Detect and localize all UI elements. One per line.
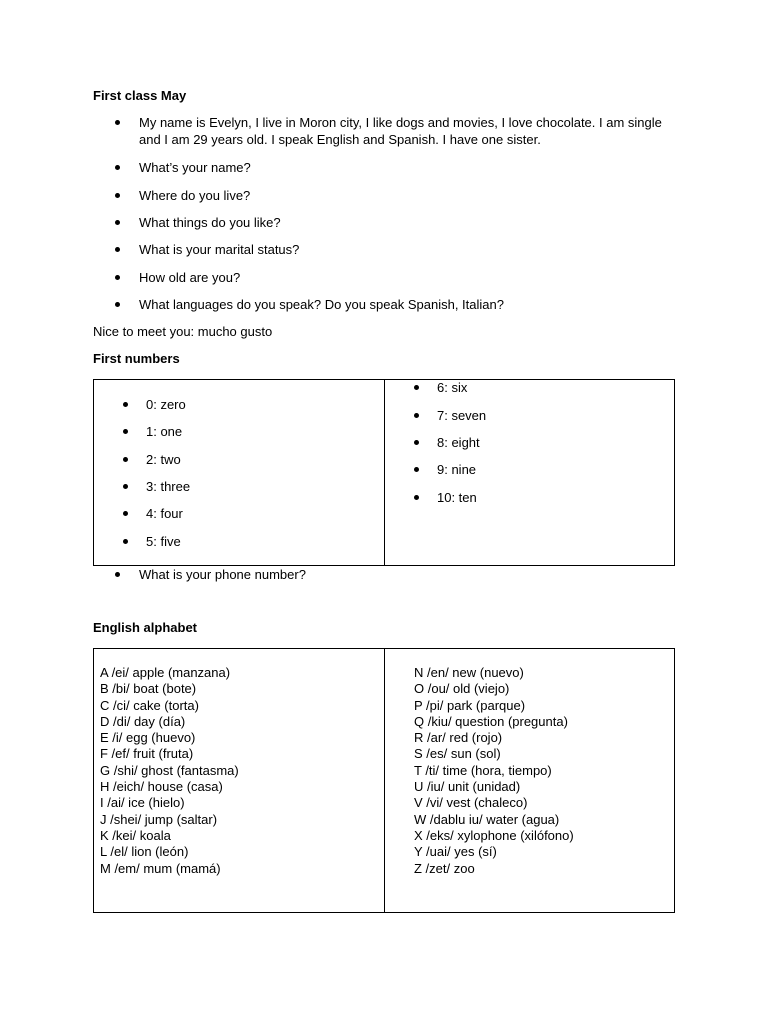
bullet-icon xyxy=(123,402,128,407)
number-text: 3: three xyxy=(146,479,191,494)
list-item: G /shi/ ghost (fantasma) xyxy=(100,762,239,778)
list-item: T /ti/ time (hora, tiempo) xyxy=(414,762,552,778)
nice-to-meet-text: Nice to meet you: mucho gusto xyxy=(93,324,273,339)
question-text: What things do you like? xyxy=(139,215,281,230)
bullet-icon xyxy=(123,539,128,544)
list-item: U /iu/ unit (unidad) xyxy=(414,779,521,795)
number-text: 4: four xyxy=(146,506,183,521)
bullet-icon xyxy=(115,302,120,307)
number-text: 8: eight xyxy=(437,435,480,450)
list-item: P /pi/ park (parque) xyxy=(414,697,526,713)
list-item: S /es/ sun (sol) xyxy=(414,746,501,762)
list-item: E /i/ egg (huevo) xyxy=(100,730,196,746)
list-item: Q /kiu/ question (pregunta) xyxy=(414,713,568,729)
number-text: 6: six xyxy=(437,380,468,395)
alphabet-right-list xyxy=(414,665,574,877)
number-text: 9: nine xyxy=(437,462,477,477)
question-text: Where do you live? xyxy=(139,188,251,203)
bullet-icon xyxy=(123,511,128,516)
list-item: V /vi/ vest (chaleco) xyxy=(414,795,528,811)
bullet-icon xyxy=(414,413,419,418)
list-item: I /ai/ ice (hielo) xyxy=(100,795,185,811)
list-item: M /em/ mum (mamá) xyxy=(100,860,221,876)
question-text: What languages do you speak? Do you speak Spanish, Italian? xyxy=(139,297,504,312)
number-text: 1: one xyxy=(146,424,183,439)
question-text: What’s your name? xyxy=(139,160,251,175)
number-text: 5: five xyxy=(146,534,181,549)
list-item: J /shei/ jump (saltar) xyxy=(100,811,218,827)
list-item: D /di/ day (día) xyxy=(100,713,186,729)
list-item: F /ef/ fruit (fruta) xyxy=(100,746,194,762)
question-text: What is your marital status? xyxy=(139,242,300,257)
bullet-icon xyxy=(414,495,419,500)
table-divider xyxy=(384,380,385,565)
document-title: First class May xyxy=(93,88,187,103)
list-item: Z /zet/ zoo xyxy=(414,860,475,876)
list-item: N /en/ new (nuevo) xyxy=(414,665,524,680)
list-item: W /dablu iu/ water (agua) xyxy=(414,811,560,827)
bullet-icon xyxy=(115,275,120,280)
bullet-icon xyxy=(123,484,128,489)
bullet-icon xyxy=(414,467,419,472)
number-text: 10: ten xyxy=(437,490,477,505)
number-text: 0: zero xyxy=(146,397,186,412)
bullet-icon xyxy=(115,247,120,252)
bullet-icon xyxy=(115,165,120,170)
bullet-icon xyxy=(115,220,120,225)
bullet-icon xyxy=(123,429,128,434)
alphabet-left-list xyxy=(100,665,239,877)
phone-question-text: What is your phone number? xyxy=(139,567,306,582)
bullet-icon xyxy=(115,572,120,577)
list-item: X /eks/ xylophone (xilófono) xyxy=(414,827,574,843)
number-text: 7: seven xyxy=(437,408,487,423)
list-item: C /ci/ cake (torta) xyxy=(100,697,199,713)
list-item: R /ar/ red (rojo) xyxy=(414,730,503,746)
list-item: H /eich/ house (casa) xyxy=(100,779,223,795)
question-text: How old are you? xyxy=(139,270,241,285)
numbers-heading: First numbers xyxy=(93,351,180,366)
alphabet-heading: English alphabet xyxy=(93,620,198,635)
list-item: Y /uai/ yes (sí) xyxy=(414,844,497,860)
list-item: K /kei/ koala xyxy=(100,827,171,843)
bullet-icon xyxy=(115,193,120,198)
table-divider xyxy=(384,649,385,912)
bullet-icon xyxy=(123,457,128,462)
list-item: B /bi/ boat (bote) xyxy=(100,681,197,697)
bullet-icon xyxy=(414,440,419,445)
list-item: A /ei/ apple (manzana) xyxy=(100,665,231,680)
number-text: 2: two xyxy=(146,452,181,467)
list-item: O /ou/ old (viejo) xyxy=(414,681,510,697)
bullet-icon xyxy=(115,120,120,125)
list-item: L /el/ lion (león) xyxy=(100,844,189,860)
bullet-icon xyxy=(414,385,419,390)
intro-paragraph: My name is Evelyn, I live in Moron city, I like dogs and movies, I love chocolate. I am single and I am 29 years old. I speak English and Spanish. I have one sister. xyxy=(139,115,662,147)
